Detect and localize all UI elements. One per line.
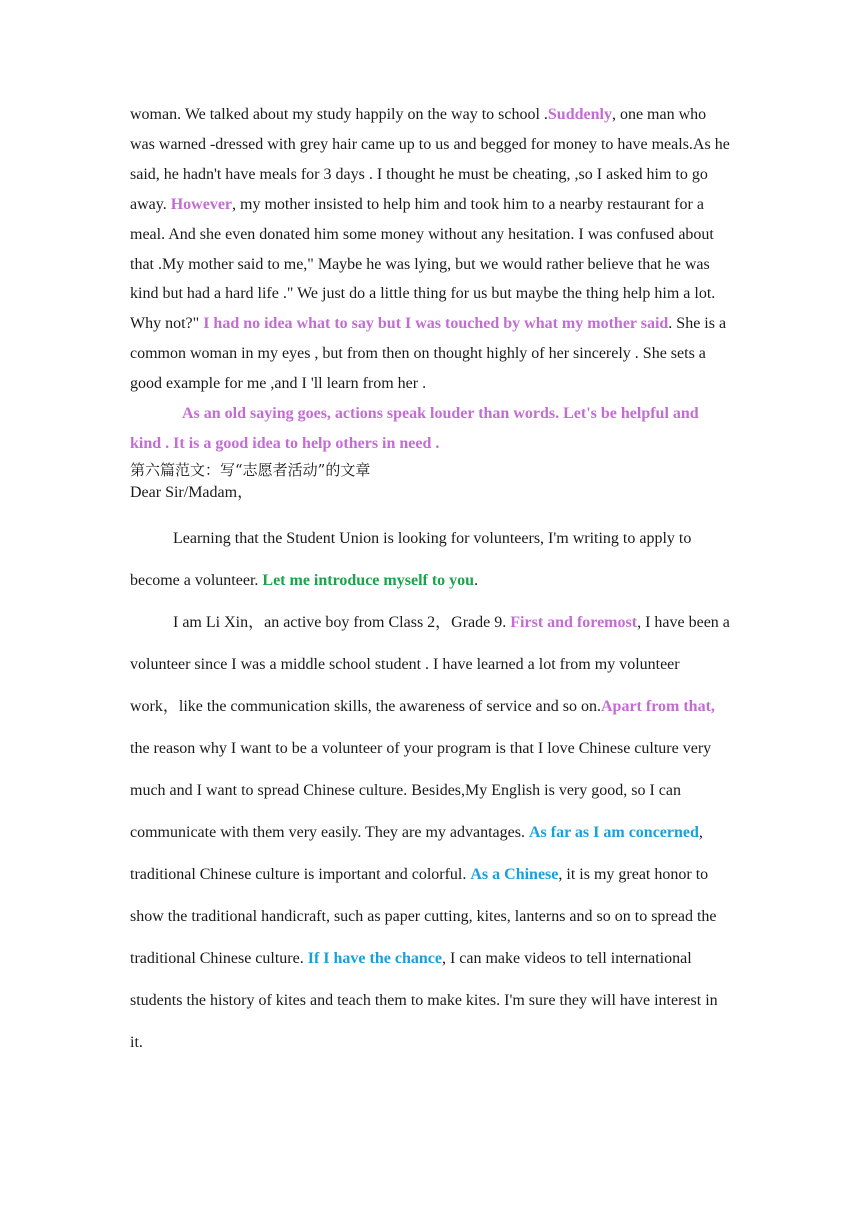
letter-paragraph-body bbox=[130, 602, 732, 1064]
letter-text: , I have been a volunteer since I was a middle school student . I have learned a lot from my volunteer work，like the communication skills, the awareness of service and so on. bbox=[130, 613, 730, 715]
story-text: , one man who was warned -dressed with grey hair came up to us and begged for money to have meals.As he said, he hadn't have meals for 3 days . I thought he must be cheating, ,so I asked him to go away. bbox=[130, 106, 730, 213]
story-text: , my mother insisted to help him and took him to a nearby restaurant for a meal. And she even donated him some money without any hesitation. I was confused about that .My mother said to me," Maybe he was lying, but we would rather believe that he was kind but had a hard life ." We just do a little thing for us but maybe the thing help him a lot. Why not?" bbox=[130, 195, 716, 333]
letter-text: , it is my great honor to show the traditional handicraft, such as paper cutting, kites, lanterns and so on to spread the traditional Chinese culture. bbox=[130, 865, 717, 967]
highlight-phrase: Apart from that, bbox=[601, 697, 715, 715]
story-text: woman. We talked about my study happily on the way to school . bbox=[130, 106, 548, 123]
document-page bbox=[130, 100, 732, 1064]
closing-saying: As an old saying goes, actions speak louder than words. Let's be helpful and kind . It is a good idea to help others in need . bbox=[130, 405, 699, 452]
highlight-phrase: As far as I am concerned bbox=[528, 823, 699, 841]
letter-text: , traditional Chinese culture is important and colorful. bbox=[130, 823, 703, 883]
highlight-phrase: First and foremost bbox=[510, 613, 638, 631]
letter-text: the reason why I want to be a volunteer of your program is that I love Chinese culture very much and I want to spread Chinese culture. Besides,My English is very good, so I can communicate with them very easily. They are my advantages. bbox=[130, 739, 712, 841]
letter-text: . bbox=[474, 571, 479, 589]
highlight-phrase: However bbox=[170, 195, 233, 213]
letter-text: , I can make videos to tell international students the history of kites and teach them to make kites. I'm sure they will have interest in it. bbox=[130, 949, 718, 1051]
letter-greeting: Dear Sir/Madam， bbox=[130, 483, 254, 501]
story-text: . She is a common woman in my eyes , but from then on thought highly of her sincerely . She sets a good example for me ,and I 'll learn from her . bbox=[130, 315, 727, 393]
letter-text: Learning that the Student Union is looking for volunteers, I'm writing to apply to become a volunteer. bbox=[130, 529, 692, 589]
sample-title: 第六篇范文：写“志愿者活动”的文章 bbox=[130, 460, 371, 479]
letter-paragraph-intro bbox=[130, 518, 732, 602]
highlight-phrase: If I have the chance bbox=[307, 949, 442, 967]
highlight-phrase: Let me introduce myself to you bbox=[262, 571, 475, 589]
highlight-sentence: I had no idea what to say but I was touched by what my mother said bbox=[203, 315, 669, 333]
letter-text: I am Li Xin，an active boy from Class 2，Grade 9. bbox=[173, 613, 511, 631]
highlight-phrase: As a Chinese bbox=[470, 865, 559, 883]
story-paragraph bbox=[130, 100, 732, 399]
highlight-phrase: Suddenly bbox=[547, 106, 612, 123]
